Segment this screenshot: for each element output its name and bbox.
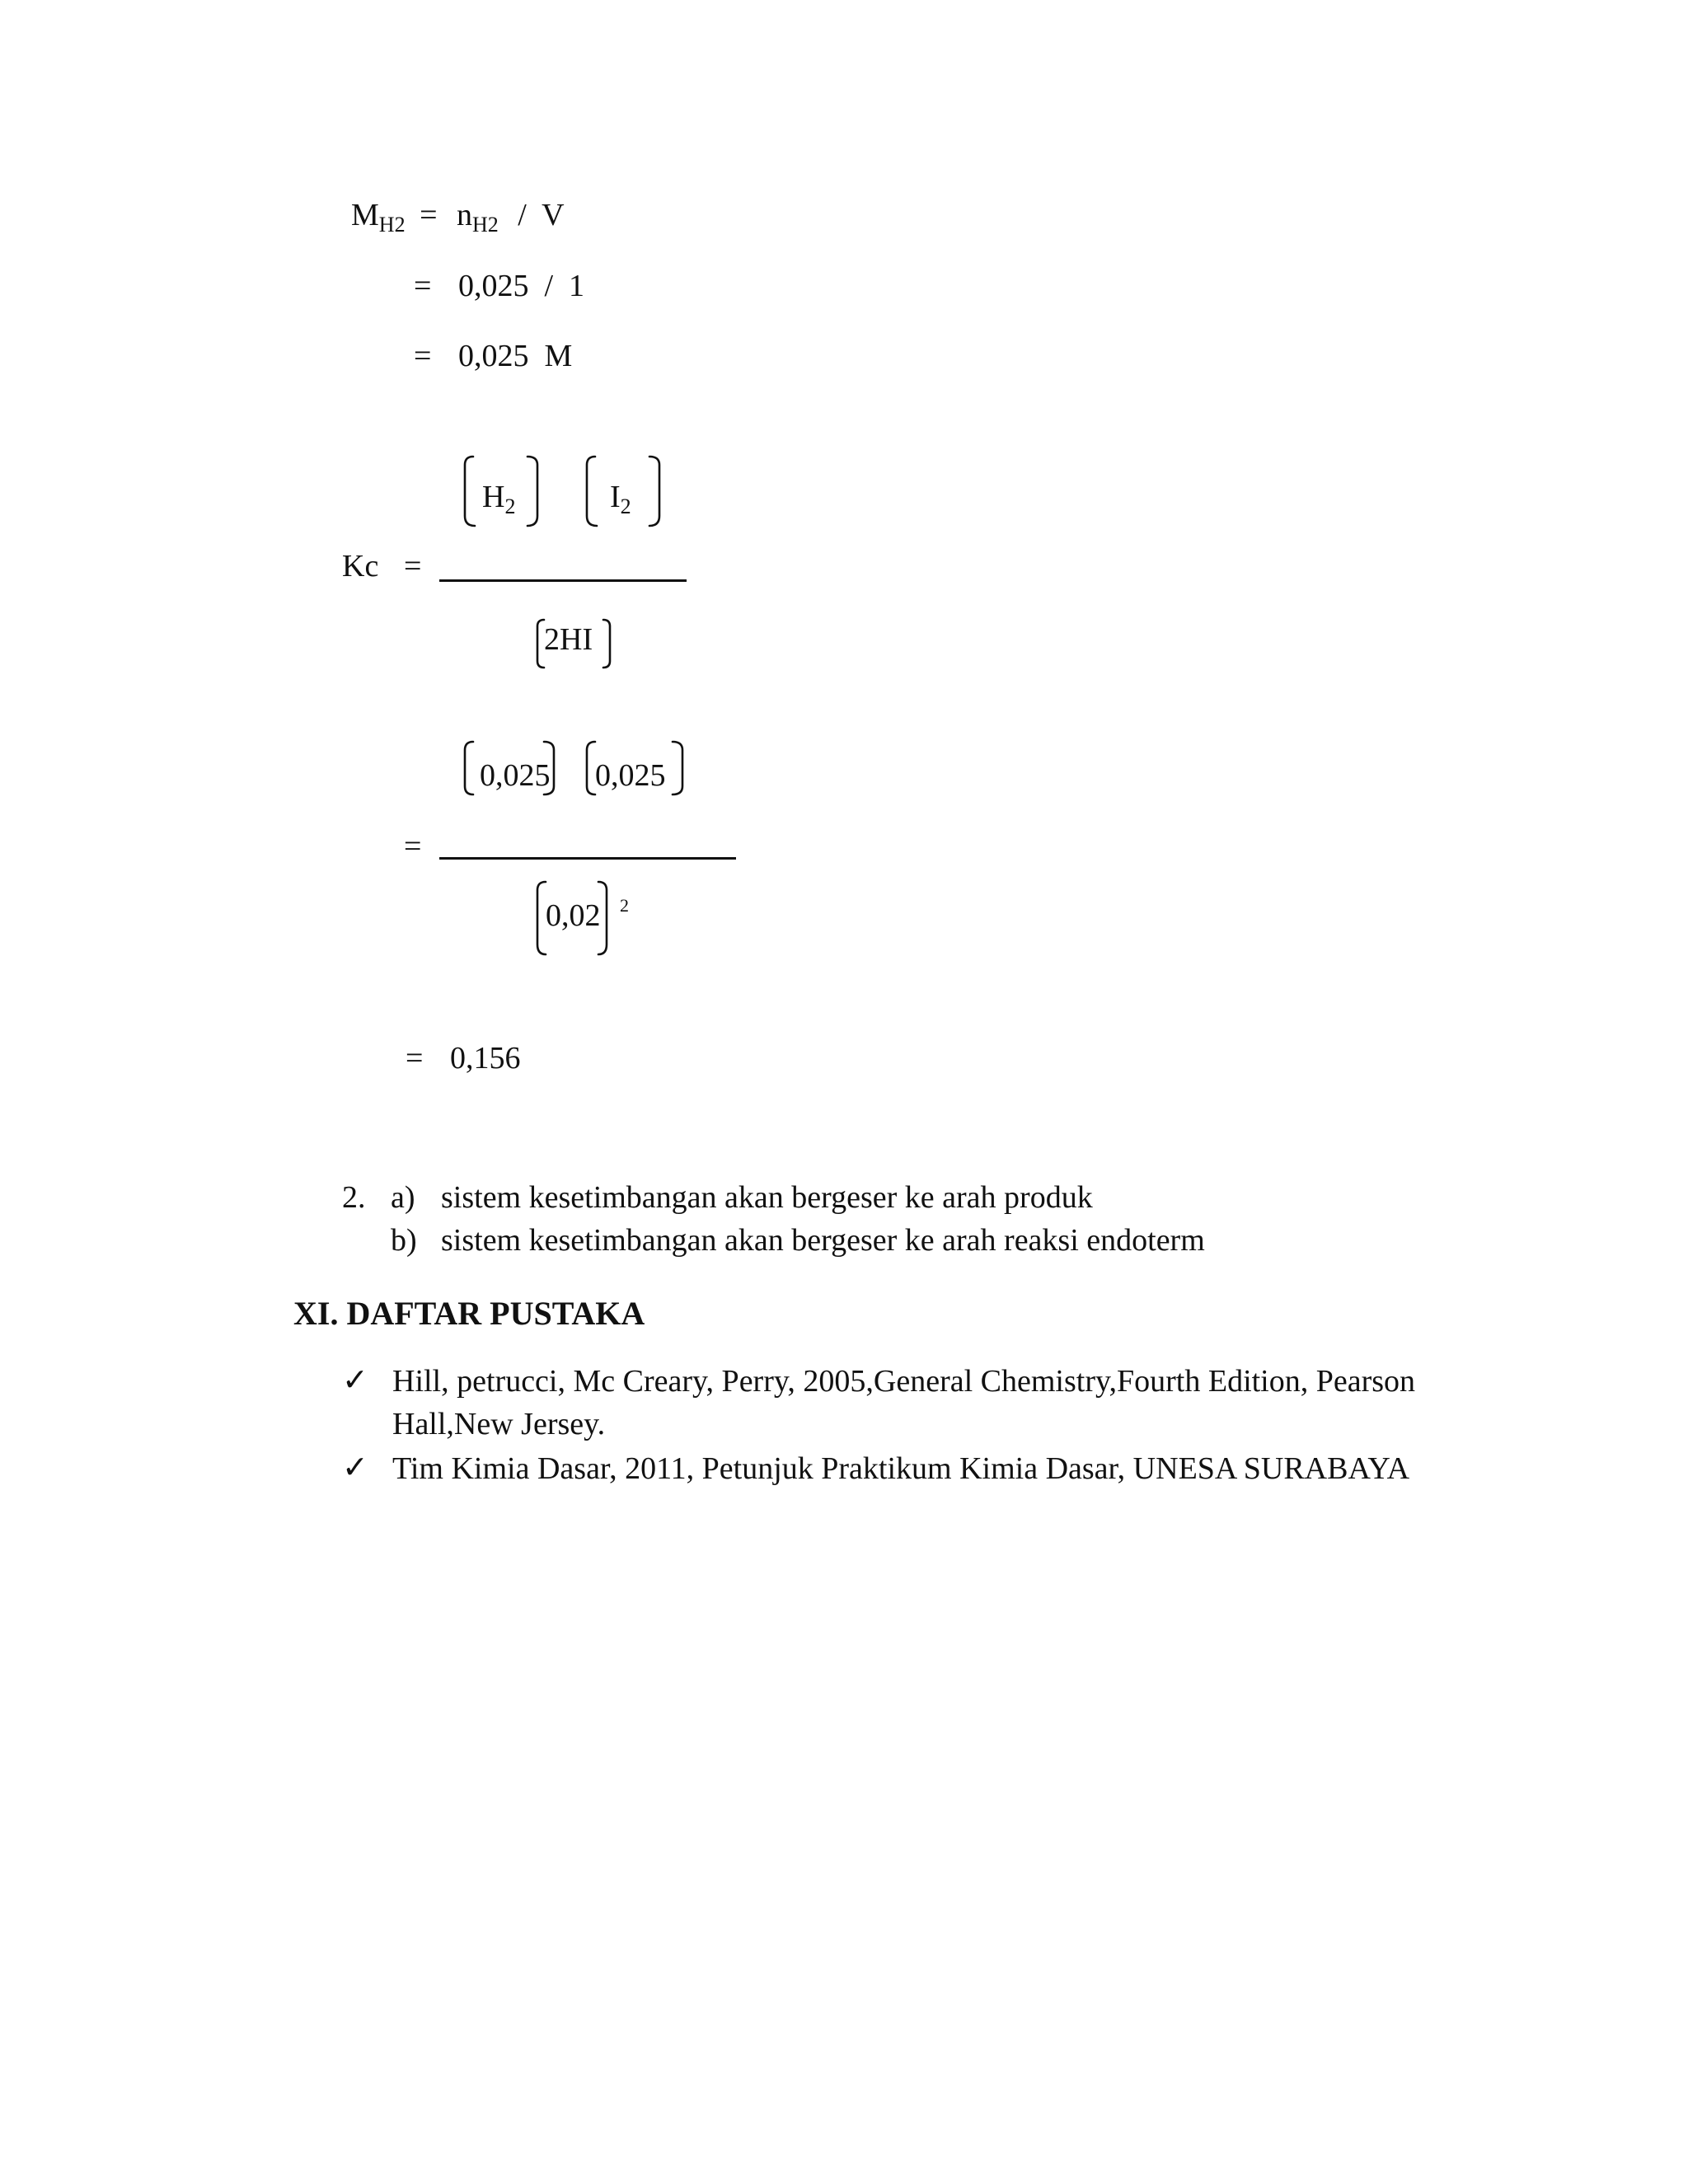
kc-result-value: 0,156 — [450, 1041, 521, 1076]
molarity-lhs-subscript: H2 — [378, 213, 406, 237]
molarity-line-3: 0,025 M — [458, 339, 573, 373]
references-heading: XI. DAFTAR PUSTAKA — [293, 1295, 645, 1332]
answer-a-marker: a) — [391, 1180, 415, 1215]
reference-item: Tim Kimia Dasar, 2011, Petunjuk Praktikum Kimia Dasar, UNESA SURABAYA — [392, 1451, 1410, 1486]
kc-numerator-a-symbol: H — [482, 480, 505, 514]
kc-values-fraction-line — [439, 857, 736, 860]
molarity-n: n — [457, 198, 472, 232]
kc-denominator: 2HI — [544, 622, 593, 657]
kc-numerator-a-subscript: 2 — [504, 494, 516, 518]
molarity-divide-volume: / V — [518, 198, 565, 232]
molarity-n-subscript: H2 — [472, 213, 499, 237]
reference-item: Hill, petrucci, Mc Creary, Perry, 2005,General Chemistry,Fourth Edition, Pearson Hall,New Jersey. — [392, 1364, 1416, 1441]
kc-values-equals: = — [404, 829, 422, 864]
molarity-line-1 — [351, 198, 438, 237]
kc-value-numerator-a: 0,025 — [480, 758, 551, 793]
answer-a-text: sistem kesetimbangan akan bergeser ke arah produk — [441, 1180, 1093, 1215]
molarity-line-2: 0,025 / 1 — [458, 269, 585, 303]
answer-b-marker: b) — [391, 1223, 417, 1258]
kc-value-exponent: 2 — [620, 895, 629, 916]
kc-numerator-b — [610, 480, 631, 518]
kc-numerator-b-symbol: I — [610, 480, 621, 514]
molarity-equals: = — [420, 198, 438, 232]
kc-numerator-a — [482, 480, 516, 518]
molarity-line-3-equals: = — [414, 339, 432, 373]
check-icon: ✓ — [342, 1363, 368, 1398]
molarity-line-2-equals: = — [414, 269, 432, 303]
molarity-lhs: M — [351, 198, 379, 232]
molarity-rhs-1 — [457, 198, 565, 237]
kc-value-numerator-b: 0,025 — [595, 758, 666, 793]
answer-number: 2. — [342, 1180, 366, 1215]
check-icon: ✓ — [342, 1451, 368, 1485]
kc-fraction-line — [439, 579, 687, 582]
kc-label: Kc — [342, 549, 379, 583]
kc-equals: = — [404, 549, 422, 583]
answer-b-text: sistem kesetimbangan akan bergeser ke arah reaksi endoterm — [441, 1223, 1205, 1258]
kc-numerator-b-subscript: 2 — [620, 494, 631, 518]
kc-value-denominator: 0,02 — [546, 898, 601, 933]
kc-result-equals: = — [406, 1041, 424, 1076]
